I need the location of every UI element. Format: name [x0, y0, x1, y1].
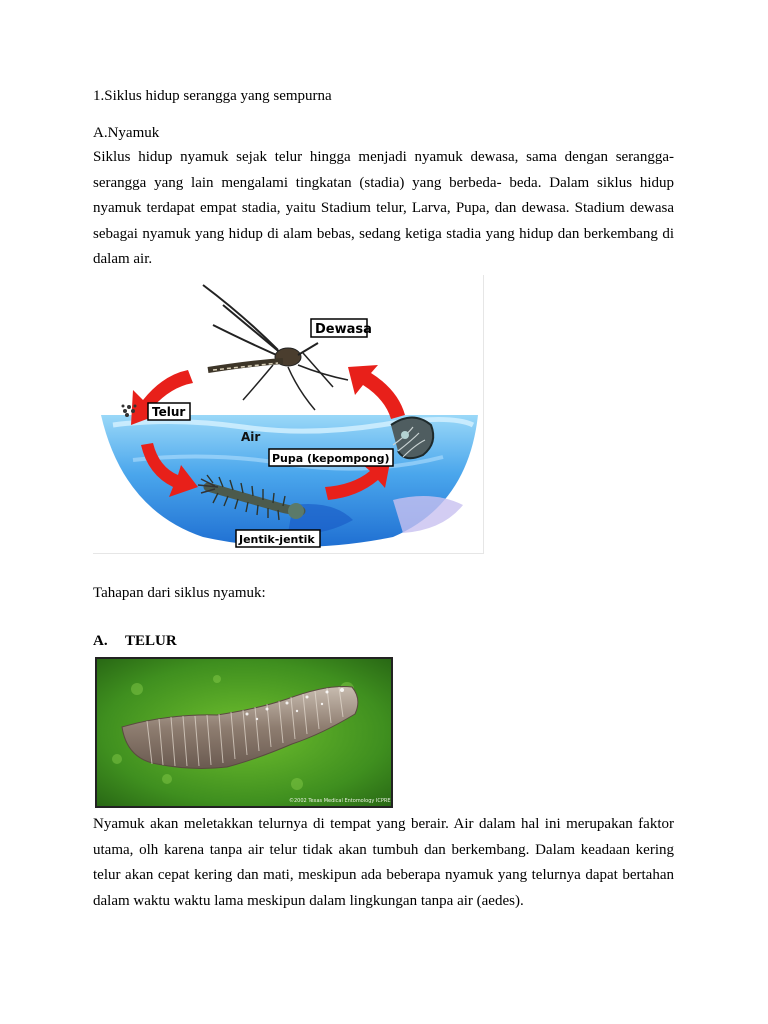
section-a-heading	[93, 630, 177, 652]
photo-copyright: ©2002 Texas Medical Entomology ICPRE	[289, 798, 391, 804]
subsection-heading: A.Nyamuk	[93, 125, 160, 141]
svg-text:Pupa (kepompong): Pupa (kepompong)	[272, 452, 390, 465]
label-pupa	[269, 449, 393, 466]
label-air: Air	[241, 430, 261, 444]
section-a-title: TELUR	[125, 633, 177, 649]
arrow-pupa-to-adult-icon	[348, 365, 405, 419]
telur-paragraph: Nyamuk akan meletakkan telurnya di tempat yang berair. Air dalam hal ini merupakan faktor utama, olh karena tanpa air telur tidak akan tumbuh dan berkembang. Dalam keadaan kering telur akan cepat kering dan mati, meskipun ada beberapa nyamuk yang telurnya dapat bertahan dalam waktu waktu lama meskipun dalam lingkungan tanpa air (aedes).	[93, 816, 674, 909]
egg-raft-image	[97, 659, 391, 806]
stages-intro-text: Tahapan dari siklus nyamuk:	[93, 585, 266, 601]
label-jentik	[236, 530, 320, 547]
svg-text:Telur: Telur	[152, 405, 186, 419]
intro-paragraph: Siklus hidup nyamuk sejak telur hingga menjadi nyamuk dewasa, sama dengan serangga-serangga yang lain mengalami tingkatan (stadia) yang berbeda- beda. Dalam siklus hidup nyamuk terdapat empat stadia, yaitu Stadium telur, Larva, Pupa, dan dewasa. Stadium dewasa sebagai nyamuk yang hidup di alam bebas, sedang ketiga stadia yang hidup dan berkembang di dalam air.	[93, 149, 674, 267]
label-telur	[148, 403, 190, 420]
svg-text:Jentik-jentik: Jentik-jentik	[239, 533, 315, 546]
adult-mosquito-icon	[203, 285, 348, 410]
svg-text:Dewasa: Dewasa	[315, 322, 372, 337]
section-a-number: A.	[93, 633, 108, 649]
label-dewasa	[311, 319, 372, 337]
life-cycle-diagram	[93, 275, 483, 553]
section-heading: 1.Siklus hidup serangga yang sempurna	[93, 88, 332, 104]
mosquito-egg-photo	[95, 657, 393, 808]
mosquito-life-cycle-figure	[93, 275, 484, 554]
